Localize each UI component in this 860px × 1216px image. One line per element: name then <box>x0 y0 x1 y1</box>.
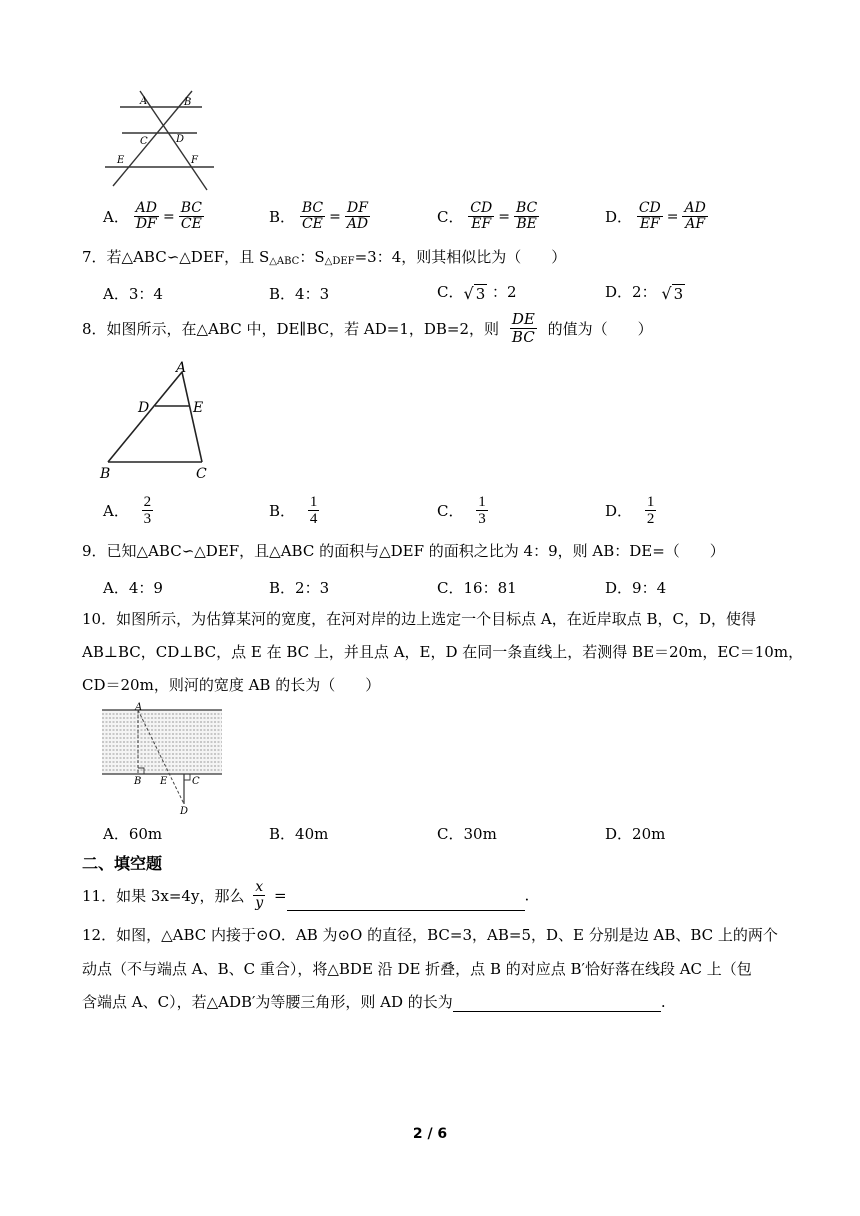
q8-text: 8．如图所示，在△ABC 中，DE∥BC，若 AD=1，DB=2，则 $\frac{DE}{BC}$ 的值为（ ） <box>82 310 653 346</box>
q10-figure <box>100 702 226 818</box>
q8-label-c: C <box>196 466 207 482</box>
section-heading: 二、填空题 <box>82 854 163 873</box>
q7-option-c[interactable]: C．√ 3 ：2 <box>437 283 517 303</box>
q10-option-d[interactable]: D．20m <box>605 825 666 843</box>
q7-option-a[interactable]: A．3：4 <box>103 285 163 303</box>
q7-option-d[interactable]: D．2： √ 3 <box>605 283 684 303</box>
q6-label-d: D <box>176 134 185 145</box>
q6-label-c: C <box>140 136 148 147</box>
q12-line-2: 动点（不与端点 A、B、C 重合），将△BDE 沿 DE 折叠，点 B 的对应点 B′恰好落在线段 AC 上（包 <box>82 960 752 978</box>
q12-line-3: 含端点 A、C），若△ADB′为等腰三角形，则 AD 的长为 . <box>82 993 666 1011</box>
q8-label-d: D <box>138 400 150 416</box>
q8-label-a: A <box>176 360 187 376</box>
q6-figure <box>100 86 220 192</box>
q10-option-a[interactable]: A．60m <box>103 825 163 843</box>
q10-option-c[interactable]: C．30m <box>437 825 497 843</box>
q9-option-b[interactable]: B．2：3 <box>269 579 330 597</box>
q6-label-e: E <box>117 155 125 166</box>
q8-label-e: E <box>193 400 204 416</box>
q9-option-d[interactable]: D．9：4 <box>605 579 667 597</box>
q10-label-c: C <box>192 776 200 787</box>
q10-label-d: D <box>180 806 189 817</box>
sqrt-symbol: √ 3 <box>463 283 486 303</box>
q6-option-c[interactable]: C． $\frac{CD}{EF}$ = $\frac{BC}{BE}$ <box>437 200 538 232</box>
q6-label-f: F <box>191 155 198 166</box>
q12-answer-blank[interactable] <box>453 993 661 1012</box>
q6-option-d[interactable]: D． $\frac{CD}{EF}$ = $\frac{AD}{AF}$ <box>605 200 706 232</box>
q6-option-b[interactable]: B． $\frac{BC}{CE}$ = $\frac{DF}{AD}$ <box>269 200 369 232</box>
q7-text: 7．若△ABC∽△DEF，且 $S_{\triangle ABC}$：$S_{\triangle DEF}=3$：4，则其相似比为（ ） <box>82 248 567 267</box>
q10-label-a: A <box>135 702 143 713</box>
q8-option-a[interactable]: A． $\frac{2}{3}$ <box>103 494 152 527</box>
q9-text: 9．已知△ABC∽△DEF，且△ABC 的面积与△DEF 的面积之比为 4：9，则 AB：DE=（ ） <box>82 542 725 560</box>
q10-line-2: AB⊥BC，CD⊥BC，点 E 在 BC 上，并且点 A，E，D 在同一条直线上，若测得 BE＝20m，EC＝10m， <box>82 643 804 661</box>
q8-option-d[interactable]: D． $\frac{1}{2}$ <box>605 494 655 527</box>
q7-option-b[interactable]: B．4：3 <box>269 285 330 303</box>
q8-figure <box>96 358 226 482</box>
q8-option-c[interactable]: C． $\frac{1}{3}$ <box>437 494 486 527</box>
q6-label-a: A <box>140 96 148 107</box>
q10-label-e: E <box>160 776 168 787</box>
q9-option-a[interactable]: A．4：9 <box>103 579 163 597</box>
q8-label-b: B <box>100 466 111 482</box>
q12-line-1: 12．如图，△ABC 内接于⊙O．AB 为⊙O 的直径，BC=3，AB=5，D、E 分别是边 AB、BC 上的两个 <box>82 926 778 944</box>
q10-line-3: CD＝20m，则河的宽度 AB 的长为（ ） <box>82 676 381 694</box>
q6-label-b: B <box>184 97 192 108</box>
q8-option-b[interactable]: B． $\frac{1}{4}$ <box>269 494 318 527</box>
q11-text: 11．如果 3x=4y，那么 $\frac{x}{y}$ = . <box>82 879 530 911</box>
q10-label-b: B <box>134 776 142 787</box>
q10-option-b[interactable]: B．40m <box>269 825 329 843</box>
page-number: 2 / 6 <box>412 1126 448 1142</box>
q9-option-c[interactable]: C．16：81 <box>437 579 517 597</box>
q11-answer-blank[interactable] <box>287 888 525 911</box>
sqrt-symbol: √ 3 <box>661 283 684 303</box>
q6-option-a[interactable]: A． $\frac{AD}{DF}$ = $\frac{BC}{CE}$ <box>103 200 202 232</box>
q10-line-1: 10．如图所示，为估算某河的宽度，在河对岸的边上选定一个目标点 A，在近岸取点 B，C，D，使得 <box>82 610 756 628</box>
